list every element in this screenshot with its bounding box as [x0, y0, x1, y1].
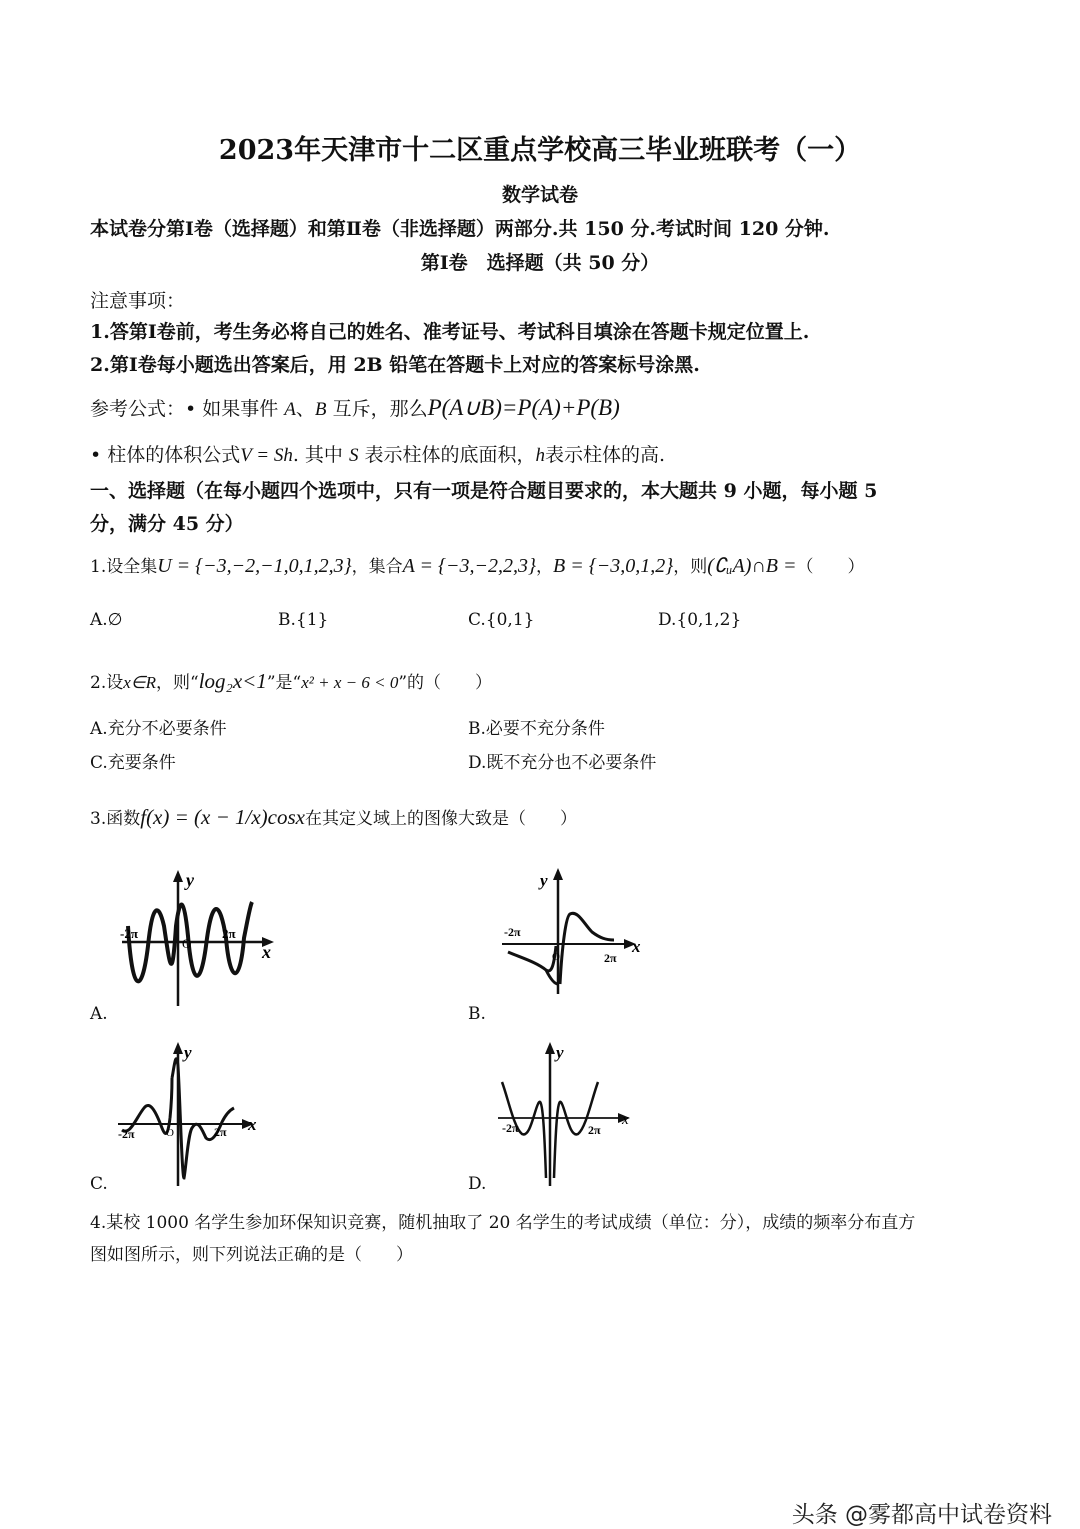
q1-prefix: 1.设全集: [90, 557, 158, 577]
q3-function: f(x) = (x − 1/x)cosx: [140, 805, 305, 829]
graph-b-neg-label: -2π: [504, 925, 521, 939]
graph-a-y-label: y: [186, 870, 194, 890]
formula-1-mid: 互斥，那么: [332, 398, 428, 420]
formula-2-s: S: [348, 445, 359, 466]
section-1-line-1: [90, 476, 877, 503]
graph-c-x-label: x: [248, 1115, 257, 1134]
graph-b-pos-label: 2π: [604, 951, 617, 965]
exam-intro: 本试卷分第Ⅰ卷（选择题）和第Ⅱ卷（非选择题）两部分.共 150 分.考试时间 120 分钟.: [90, 218, 830, 240]
formula-2-h: h: [535, 445, 546, 466]
formula-1-prefix: 参考公式：• 如果事件: [90, 398, 279, 420]
note-item-1: 1.答第Ⅰ卷前，考生务必将自己的姓名、准考证号、考试科目填涂在答题卡规定位置上.: [90, 321, 810, 343]
q2-mid2: ”是“: [266, 673, 302, 693]
graph-b-x-label: x: [632, 937, 641, 956]
graph-c-neg-label: -2π: [118, 1127, 135, 1141]
q1-expression: (∁ᵤA)∩B =: [707, 555, 797, 577]
q1-set-a: A = {−3,−2,2,3}: [402, 555, 537, 577]
formula-1: [90, 394, 620, 421]
graph-a-pos-label: 2π: [222, 926, 236, 941]
exam-title: 2023年天津市十二区重点学校高三毕业班联考（一）: [218, 135, 862, 166]
q2-prefix: 2.设: [90, 673, 124, 693]
section-1-text-1: 一、选择题（在每小题四个选项中，只有一项是符合题目要求的，本大题共 9 小题，每小题 5: [90, 480, 878, 502]
formula-1-expression: P(A∪B)=P(A)+P(B): [427, 395, 620, 420]
graph-d-neg-label: -2π: [502, 1121, 519, 1135]
q2-mid1: ，则“: [155, 673, 199, 693]
graph-d-x-label: x: [622, 1112, 629, 1128]
formula-2-prefix: • 柱体的体积公式: [90, 444, 241, 466]
graph-d-pos-label: 2π: [588, 1123, 601, 1137]
formula-1-event-b: B: [314, 399, 327, 420]
graph-b-y-label: y: [540, 871, 548, 890]
formula-2-expression: V = Sh: [240, 445, 293, 466]
graph-a-origin-label: O: [182, 936, 192, 951]
formula-2-mid2: 表示柱体的底面积，: [364, 444, 536, 466]
q1-sep: ，: [536, 557, 554, 577]
formula-2: [90, 440, 665, 467]
q3-option-b: B.: [468, 1004, 486, 1024]
part-heading: 第Ⅰ卷 选择题（共 50 分）: [420, 252, 660, 274]
graph-b-origin-label: O: [552, 951, 560, 963]
graph-c-pos-label: 2π: [214, 1125, 227, 1139]
q1-set-b: B = {−3,0,1,2}: [553, 555, 674, 577]
formula-2-mid: . 其中: [292, 444, 343, 466]
formula-1-sep: 、: [295, 398, 315, 420]
q2-option-a: A.充分不必要条件: [90, 719, 227, 739]
q2-condition-2: x² + x − 6 < 0: [301, 673, 399, 692]
q1-suffix: （ ）: [796, 557, 865, 577]
exam-subtitle: 数学试卷: [501, 184, 578, 206]
q1-option-b: B.{1}: [278, 610, 329, 630]
q1-mid1: ，集合: [351, 557, 403, 577]
q1-option-a: A.∅: [90, 610, 123, 630]
q3-option-a: A.: [90, 1004, 108, 1024]
q2-option-d: D.既不充分也不必要条件: [468, 753, 657, 773]
q1-option-c: C.{0,1}: [468, 610, 535, 630]
question-2: [90, 668, 492, 694]
graph-d-y-label: y: [556, 1043, 564, 1062]
formula-1-event-a: A: [284, 399, 296, 420]
notes-heading: 注意事项：: [90, 290, 186, 312]
q1-universal-set: U = {−3,−2,−1,0,1,2,3}: [157, 555, 352, 577]
question-1: [90, 552, 865, 578]
q3-graph-c: [112, 1038, 262, 1188]
q3-option-c: C.: [90, 1174, 108, 1194]
q3-option-d: D.: [468, 1174, 487, 1194]
q1-option-d: D.{0,1,2}: [658, 610, 742, 630]
q3-graph-b: [496, 866, 656, 998]
graph-a-neg-label: -2π: [120, 926, 138, 941]
formula-2-suffix: 表示柱体的高.: [545, 444, 666, 466]
question-4-line-1: 4.某校 1000 名学生参加环保知识竞赛，随机抽取了 20 名学生的考试成绩（单位：分），成绩的频率分布直方: [90, 1213, 916, 1233]
question-4-line-2: 图如图所示，则下列说法正确的是（ ）: [90, 1245, 413, 1265]
q2-option-c: C.充要条件: [90, 753, 176, 773]
q2-suffix: ”的（ ）: [398, 673, 493, 693]
q3-prefix: 3.函数: [90, 809, 141, 829]
q3-graph-a: [110, 866, 290, 1014]
graph-c-y-label: y: [184, 1043, 192, 1062]
q1-mid2: ，则: [673, 557, 708, 577]
question-3: [90, 804, 577, 830]
q3-suffix: 在其定义域上的图像大致是（ ）: [305, 809, 577, 829]
section-1-line-2: 分，满分 45 分）: [90, 513, 244, 535]
note-item-2: 2.第Ⅰ卷每小题选出答案后，用 2B 铅笔在答题卡上对应的答案标号涂黑.: [90, 354, 700, 376]
graph-c-origin-label: O: [166, 1127, 174, 1139]
watermark: 头条 @雾都高中试卷资料: [791, 1502, 1052, 1528]
q2-condition-1: log₂x<1: [198, 669, 267, 693]
q2-option-b: B.必要不充分条件: [468, 719, 605, 739]
q3-graph-d: [492, 1038, 642, 1188]
q2-variable: x∈R: [123, 673, 156, 692]
graph-a-x-label: x: [262, 942, 271, 962]
